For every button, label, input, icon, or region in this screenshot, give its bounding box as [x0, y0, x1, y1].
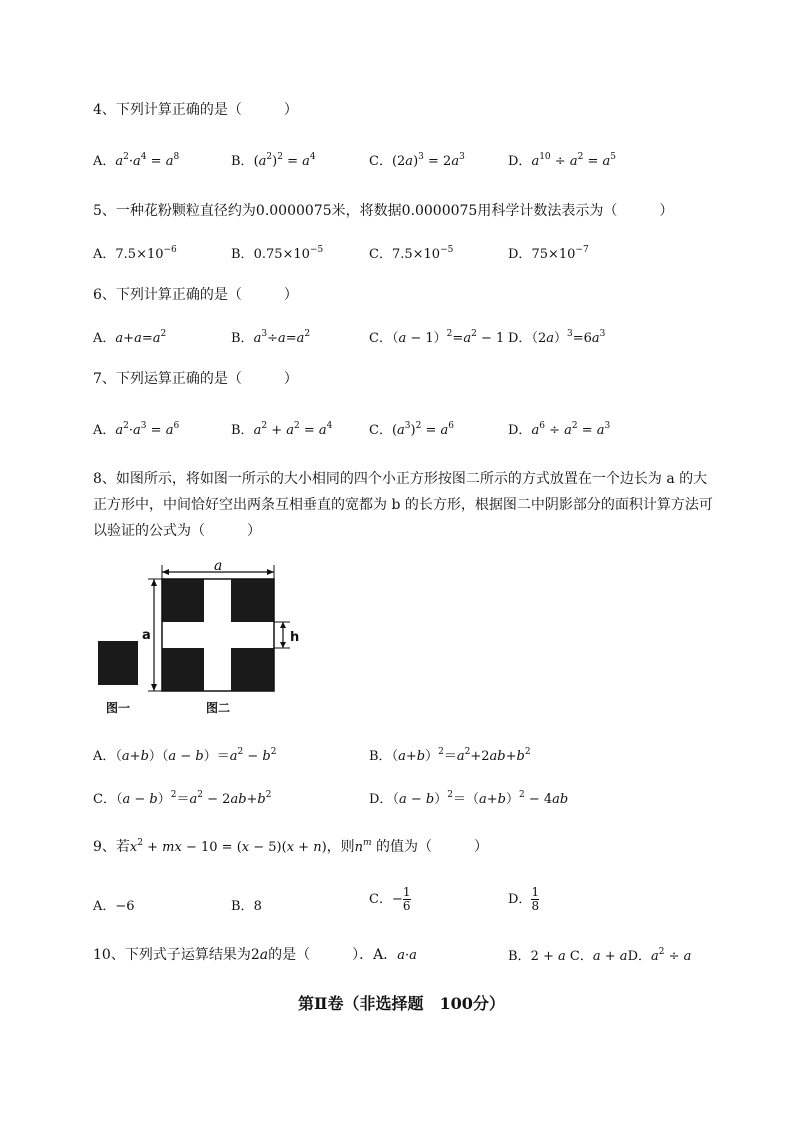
q6-option-a: A．$a+a=a^2$	[93, 329, 167, 346]
q8-option-a: A．$(a+b)(a - b)=a^2 - b^2$	[93, 747, 277, 764]
figure-caption-two: 图二	[206, 701, 231, 715]
q5-option-b: B．$0.75\times 10^{-5}$	[231, 245, 324, 262]
q8-stem-line2: 正方形中，中间恰好空出两条互相垂直的宽都为 b 的长方形，根据图二中阴影部分的面积计算方法可	[93, 497, 713, 513]
q9-option-a: A．−6	[93, 899, 135, 914]
q10-stem: 10、下列式子运算结果为2a的是（ ）．A．a·a	[93, 947, 417, 963]
q7-option-c: C．$(a^3)^2 = a^6$	[369, 421, 455, 438]
q7-option-b: B．$a^2 + a^2 = a^4$	[231, 421, 333, 438]
q8-option-c: C．$(a - b)^2=a^2 - 2ab+b^2$	[93, 790, 272, 807]
figure-two-square-bl	[162, 648, 204, 691]
q6-option-c: C．$(a - 1)^2=a^2 - 1$	[369, 329, 505, 346]
q4-option-c: C．$(2a)^3 = 2a^3$	[369, 152, 465, 169]
q7-option-d: D．$a^6 \div a^2 = a^3$	[508, 421, 611, 438]
q7-option-a: A．$a^2\cdot a^3 = a^6$	[93, 421, 180, 438]
q8-stem-line1: 8、如图所示，将如图一所示的大小相同的四个小正方形按图二所示的方式放置在一个边长为 a 的大	[93, 471, 708, 487]
figure-label-a-left: a	[142, 628, 151, 643]
q9-stem: 9、若$x^2$ + mx − 10 = (x − 5)(x + n)，则$n^m$ 的值为（ ）	[93, 838, 489, 855]
q6-option-b: B．$a^3\div a=a^2$	[231, 329, 311, 346]
figure-two-square-tl	[162, 579, 204, 622]
q5-option-a: A．$7.5\times 10^{-6}$	[93, 245, 177, 262]
q7-stem: 7、下列运算正确的是（ ）	[93, 371, 298, 387]
q9-option-b: B．8	[231, 899, 262, 914]
q4-option-b: B．$(a^2)^2 = a^4$	[231, 152, 316, 169]
section-title: 第Ⅱ卷（非选择题 100分）	[298, 994, 505, 1013]
q4-option-a: A．$a^2\cdot a^4 = a^8$	[93, 152, 180, 169]
q6-option-d: D．$(2a)^3=6a^3$	[508, 329, 606, 346]
q6-stem: 6、下列计算正确的是（ ）	[93, 287, 298, 303]
q9-option-c: C．− $\frac{1}{6}$	[369, 885, 411, 913]
q4-option-d: D．$a^{10} \div a^2 = a^5$	[508, 152, 616, 169]
figure-two-square-tr	[231, 579, 274, 622]
figure-one-square	[98, 641, 138, 685]
q9-option-d: D． $\frac{1}{8}$	[508, 885, 540, 913]
q8-option-b: B．$(a+b)^2=a^2+2ab+b^2$	[369, 747, 531, 764]
figure-label-h: h	[290, 630, 300, 645]
q8-stem-line3: 以验证的公式为（ ）	[93, 523, 261, 539]
q5-option-c: C．$7.5\times 10^{-5}$	[369, 245, 454, 262]
q5-stem: 5、一种花粉颗粒直径约为0.0000075米，将数据0.0000075用科学计数法表示为（ ）	[93, 203, 674, 219]
figure-label-a-top: a	[214, 558, 223, 574]
q5-option-d: D．$75\times 10^{-7}$	[508, 245, 589, 262]
q8-figure	[90, 555, 310, 720]
q10-options-bcd: B．2 + a C．a + aD．$a^2 \div a$	[508, 947, 692, 964]
figure-two-square-br	[231, 648, 274, 691]
figure-caption-one: 图一	[106, 701, 131, 715]
q8-option-d: D．$(a - b)^2=(a+b)^2 - 4ab$	[369, 790, 569, 807]
q4-stem: 4、下列计算正确的是（ ）	[93, 102, 298, 118]
